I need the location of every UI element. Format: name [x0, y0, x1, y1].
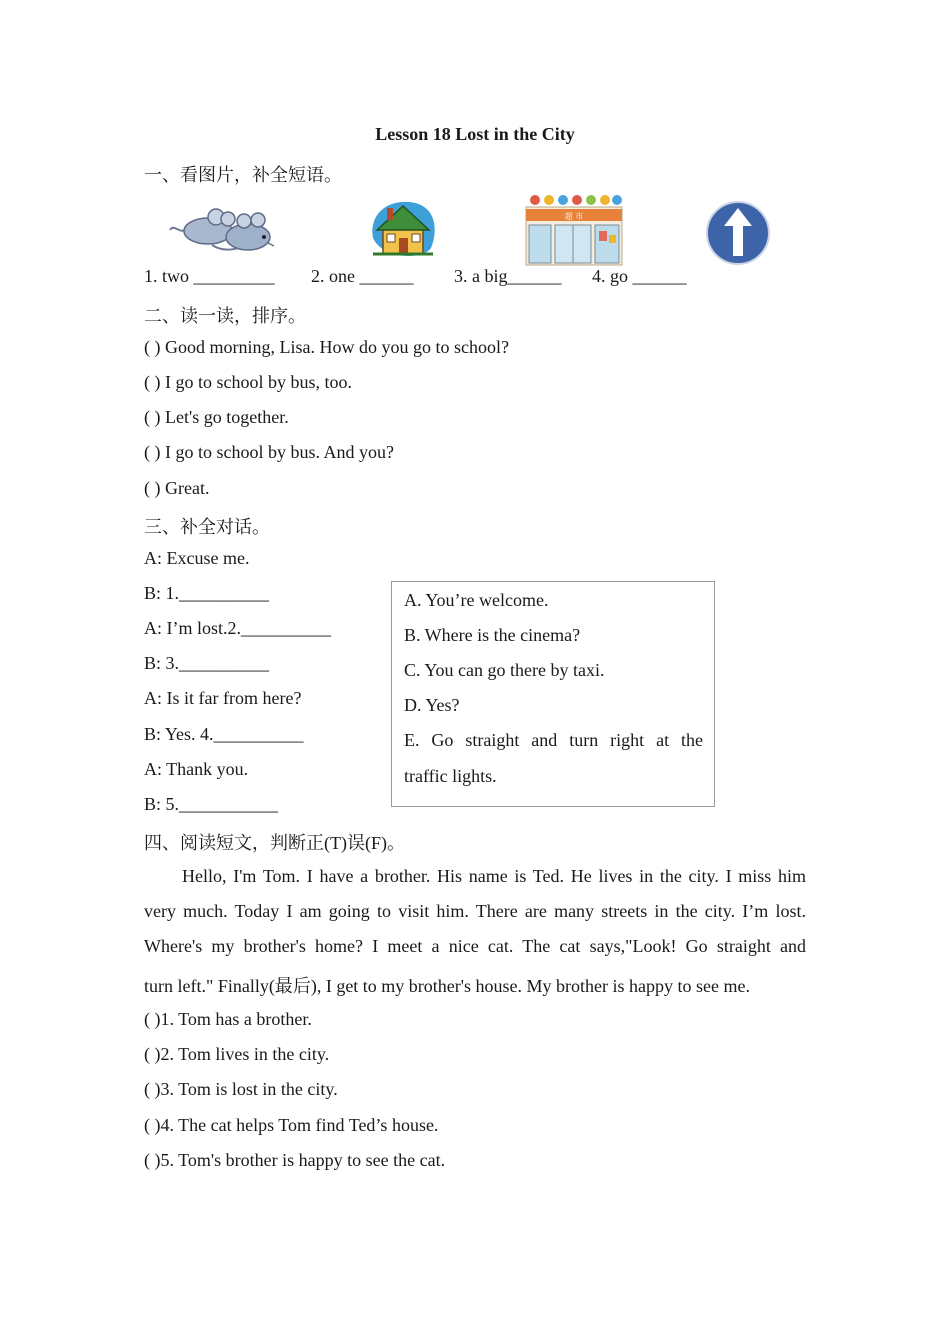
statement-4: ( )4. The cat helps Tom find Ted’s house. — [144, 1115, 439, 1135]
go-straight-sign — [705, 200, 771, 266]
ordering-line-5: ( ) Great. — [144, 478, 210, 498]
option-e-continued: traffic lights. — [404, 766, 497, 786]
dialogue-line-5: A: Is it far from here? — [144, 688, 302, 708]
phrase-item-3: 3. a big______ — [454, 266, 562, 286]
phrase-item-1: 1. two _________ — [144, 266, 275, 286]
section2-heading: 二、读一读，排序。 — [144, 306, 306, 326]
svg-text:超 市: 超 市 — [564, 212, 584, 221]
ordering-line-3: ( ) Let's go together. — [144, 407, 289, 427]
house-picture — [369, 198, 437, 260]
dialogue-line-4: B: 3.__________ — [144, 653, 270, 673]
dialogue-line-8: B: 5.___________ — [144, 794, 279, 814]
dialogue-line-6: B: Yes. 4.__________ — [144, 724, 304, 744]
dialogue-line-2: B: 1.__________ — [144, 583, 270, 603]
passage-line-1: Hello, I'm Tom. I have a brother. His name is Ted. He lives in the city. I miss him — [182, 866, 806, 886]
dialogue-line-3: A: I’m lost.2.__________ — [144, 618, 331, 638]
phrase-item-2: 2. one ______ — [311, 266, 414, 286]
options-box — [391, 581, 715, 807]
option-c: C. You can go there by taxi. — [404, 660, 605, 680]
passage-line-3: Where's my brother's home? I meet a nice cat. The cat says,"Look! Go straight and — [144, 936, 806, 956]
passage-line-4: turn left." Finally(最后), I get to my brother's house. My brother is happy to see me. — [144, 976, 750, 996]
two-mice-picture — [168, 205, 276, 255]
statement-2: ( )2. Tom lives in the city. — [144, 1044, 330, 1064]
phrase-item-4: 4. go ______ — [592, 266, 687, 286]
ordering-line-1: ( ) Good morning, Lisa. How do you go to school? — [144, 337, 509, 357]
passage-line-2: very much. Today I am going to visit him. There are many streets in the city. I’m lost. — [144, 901, 806, 921]
page-title: Lesson 18 Lost in the City — [375, 124, 575, 144]
option-d: D. Yes? — [404, 695, 460, 715]
reading-passage — [144, 866, 806, 1006]
option-a: A. You’re welcome. — [404, 590, 549, 610]
option-e: E. Go straight and turn right at the — [404, 730, 703, 750]
dialogue-line-1: A: Excuse me. — [144, 548, 250, 568]
dialogue-line-7: A: Thank you. — [144, 759, 249, 779]
ordering-line-2: ( ) I go to school by bus, too. — [144, 372, 352, 392]
statement-1: ( )1. Tom has a brother. — [144, 1009, 312, 1029]
section4-heading: 四、阅读短文，判断正(T)误(F)。 — [144, 833, 405, 853]
option-b: B. Where is the cinema? — [404, 625, 581, 645]
section1-heading: 一、看图片，补全短语。 — [144, 165, 342, 185]
section3-heading: 三、补全对话。 — [144, 517, 270, 537]
statement-5: ( )5. Tom's brother is happy to see the cat. — [144, 1150, 446, 1170]
supermarket-picture — [525, 195, 623, 267]
statement-3: ( )3. Tom is lost in the city. — [144, 1079, 338, 1099]
ordering-line-4: ( ) I go to school by bus. And you? — [144, 442, 394, 462]
